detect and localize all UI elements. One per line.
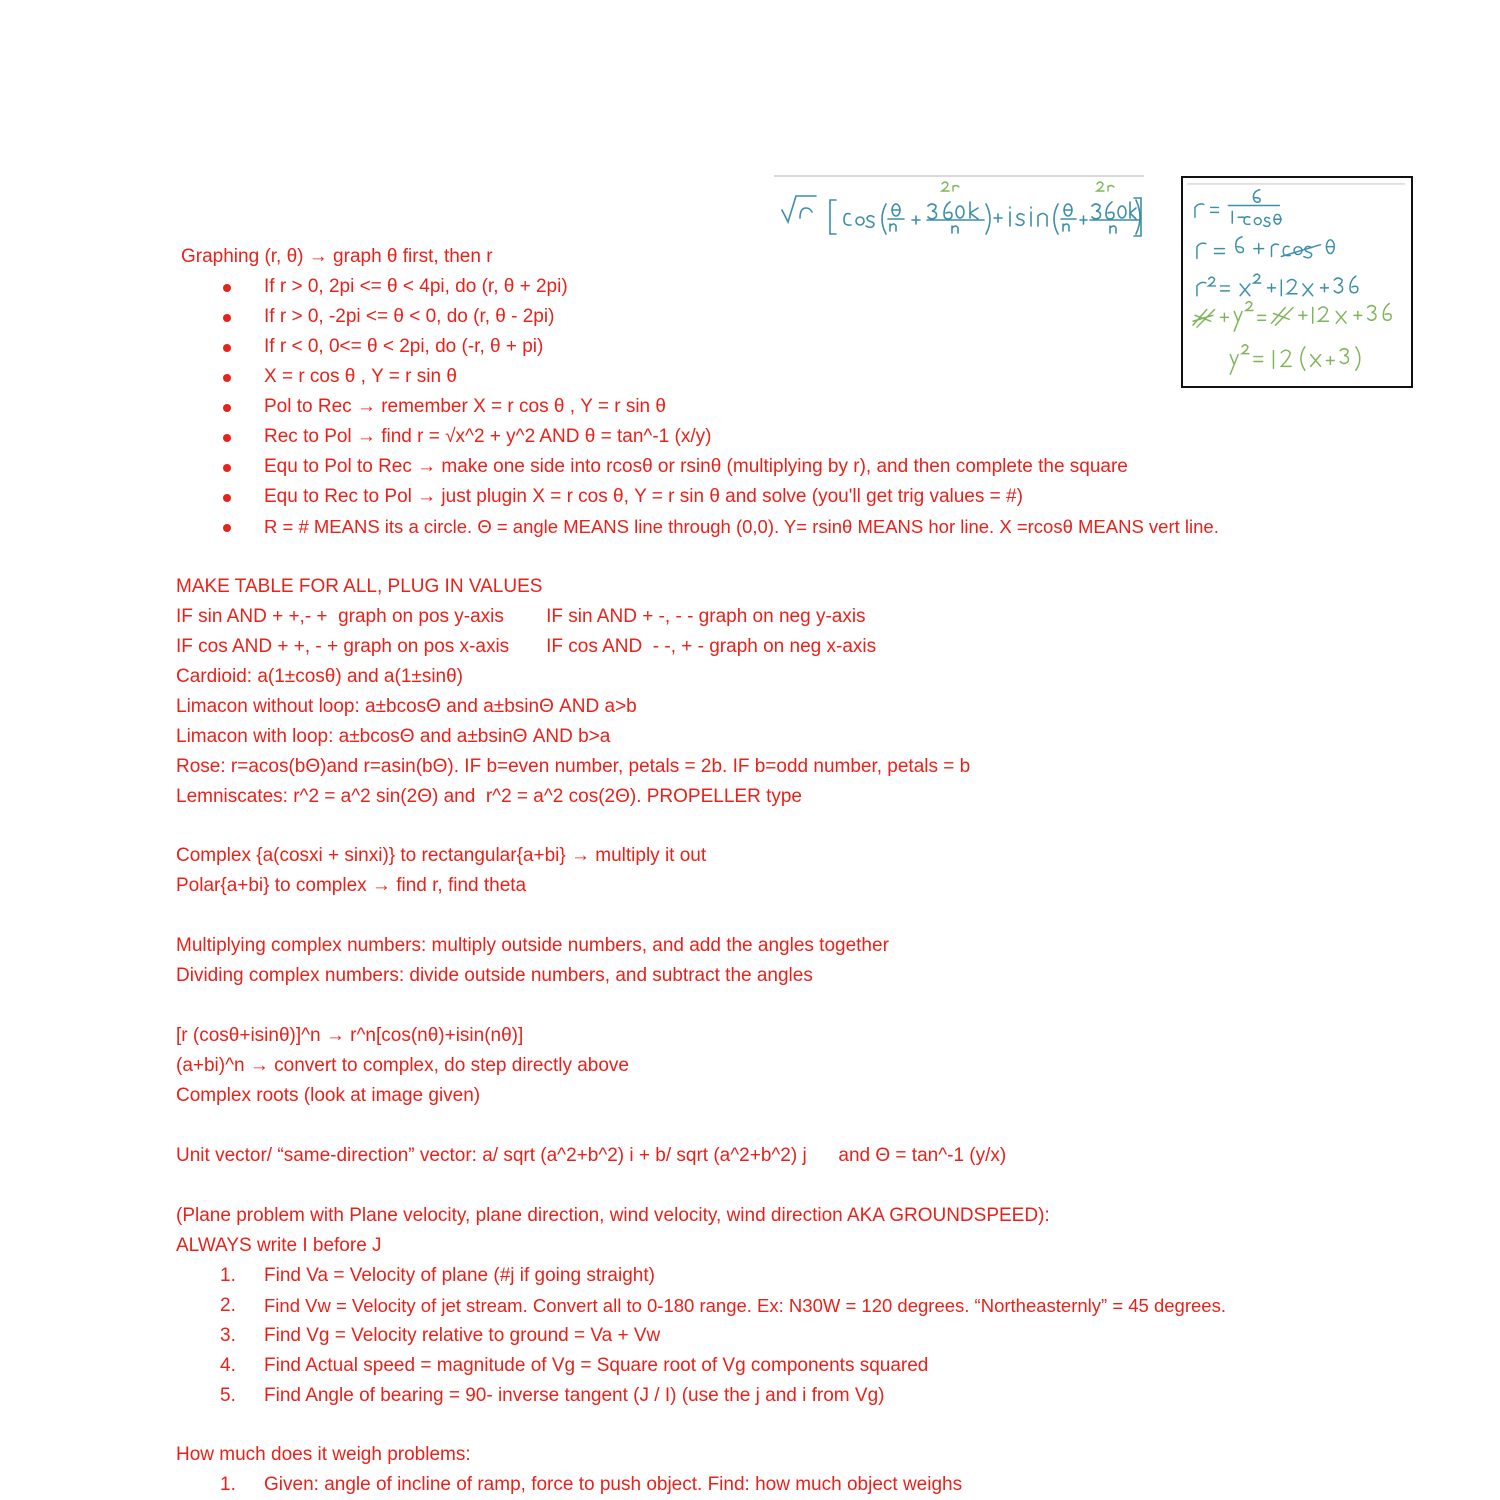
bullet-icon — [223, 344, 231, 352]
unit-vector-line: Unit vector/ “same-direction” vector: a/ sqrt (a^2+b^2) i + b/ sqrt (a^2+b^2) j and Θ = tan^-1 (y/x) — [176, 1145, 1007, 1166]
text-line: MAKE TABLE FOR ALL, PLUG IN VALUES — [176, 576, 543, 597]
bullet-icon — [223, 404, 231, 412]
bullet-icon — [223, 434, 231, 442]
graphing-title: Graphing (r, θ) → graph θ first, then r — [181, 246, 493, 267]
text-line: Limacon without loop: a±bcosΘ and a±bsinΘ AND a>b — [176, 696, 637, 717]
text-line: Dividing complex numbers: divide outside numbers, and subtract the angles — [176, 965, 813, 986]
text-line: Complex {a(cosxi + sinxi)} to rectangular{a+bi} → multiply it out — [176, 845, 707, 866]
plane-problem-title: (Plane problem with Plane velocity, plane direction, wind velocity, wind direction AKA GROUNDSPEED): — [176, 1205, 1050, 1226]
text-line: [r (cosθ+isinθ)]^n → r^n[cos(nθ)+isin(nθ)] — [176, 1025, 524, 1046]
text-line: Rose: r=acos(bΘ)and r=asin(bΘ). IF b=even number, petals = 2b. IF b=odd number, petals = b — [176, 756, 971, 777]
text-line: Multiplying complex numbers: multiply outside numbers, and add the angles together — [176, 935, 889, 956]
bullet-icon — [223, 494, 231, 502]
conic-derivation-image — [1181, 176, 1413, 388]
text-line: Polar{a+bi} to complex → find r, find theta — [176, 875, 527, 896]
bullet-icon — [223, 374, 231, 382]
weigh-problem-title: How much does it weigh problems: — [176, 1444, 471, 1465]
text-line: IF cos AND + +, - + graph on pos x-axis IF cos AND - -, + - graph on neg x-axis — [176, 636, 877, 657]
text-line: Complex roots (look at image given) — [176, 1085, 481, 1106]
text-line: Cardioid: a(1±cosθ) and a(1±sinθ) — [176, 666, 463, 687]
bullet-icon — [223, 464, 231, 472]
complex-roots-formula-image — [772, 170, 1147, 250]
text-line: (a+bi)^n → convert to complex, do step directly above — [176, 1055, 629, 1076]
bullet-icon — [223, 314, 231, 322]
text-line: IF sin AND + +,- + graph on pos y-axis IF sin AND + -, - - graph on neg y-axis — [176, 606, 866, 627]
text-line: Limacon with loop: a±bcosΘ and a±bsinΘ AND b>a — [176, 726, 611, 747]
bullet-icon — [223, 524, 231, 532]
text-line: Lemniscates: r^2 = a^2 sin(2Θ) and r^2 = a^2 cos(2Θ). PROPELLER type — [176, 786, 802, 807]
plane-problem-note: ALWAYS write I before J — [176, 1235, 382, 1256]
document-page: Graphing (r, θ) → graph θ first, then r If r > 0, 2pi <= θ < 4pi, do (r, θ + 2pi) If r > 0, -2pi <= θ < 0, do (r, θ - 2pi) If r < 0, 0<= θ < 2pi, do (-r, θ + pi) X = r cos θ , Y = r sin θ Pol to Rec → remember X = r cos θ , Y = r sin θ Rec to Pol → find r = √x^2 + y^2 AND θ = tan^-1 (x/y) Equ to Pol to Rec → make one side into rcosθ or rsinθ (multiplying by r), and then complete the square Equ to Rec to Pol → just plugin X = r cos θ, Y = r sin θ and solve (you'll get trig values = #) R = # MEANS its a circle. Θ = angle MEANS line through (0,0). Y= rsinθ MEANS hor line. X =rcosθ MEANS vert line. MAKE TABLE FOR ALL, PLUG IN VALUES IF sin AND + +,- + graph on pos y-axis IF sin AND + -, - - graph on neg y-axis IF cos AND + +, - + graph on pos x-axis IF cos AND - -, + - graph on neg x-axis Cardioid: a(1±cosθ) and a(1±sinθ) Limacon without loop: a±bcosΘ and a±bsinΘ AND a>b Limacon with loop: a±bcosΘ and a±bsinΘ AND b>a Rose: r=acos(bΘ)and r=asin(bΘ). IF b=even number, petals = 2b. IF b=odd number, petals = b Lemniscates: r^2 = a^2 sin(2Θ) and r^2 = a^2 cos(2Θ). PROPELLER type Complex {a(cosxi + sinxi)} to rectangular{a+bi} → multiply it out Polar{a+bi} to complex → find r, find theta Multiplying complex numbers: multiply outside numbers, and add the angles together Dividing complex numbers: divide outside numbers, and subtract the angles [r (cosθ+isinθ)]^n → r^n[cos(nθ)+isin(nθ)] (a+bi)^n → convert to complex, do step directly above Complex roots (look at image given) Unit vector/ “same-direction” vector: a/ sqrt (a^2+b^2) i + b/ sqrt (a^2+b^2) j and Θ = tan^-1 (y/x) (Plane problem with Plane velocity, plane direction, wind velocity, wind direction AKA GROUNDSPEED): ALWAYS write I before J 1. Find Va = Velocity of plane (#j if going straight) 2. Find Vw = Velocity of jet stream. Convert all to 0-180 range. Ex: N30W = 120 degrees. “Northeasternly” = 45 degrees. 3. Find Vg = Velocity relative to ground = Va + Vw 4. Find Actual speed = magnitude of Vg = Square root of Vg components squared 5. Find Angle of bearing = 90- inverse tangent (J / I) (use the j and i from Vg) How much does it weigh problems: 1. Given: angle of incline of ramp, force to push object. Find: how much object weighs — [0, 0, 1500, 1500]
bullet-icon — [223, 284, 231, 292]
